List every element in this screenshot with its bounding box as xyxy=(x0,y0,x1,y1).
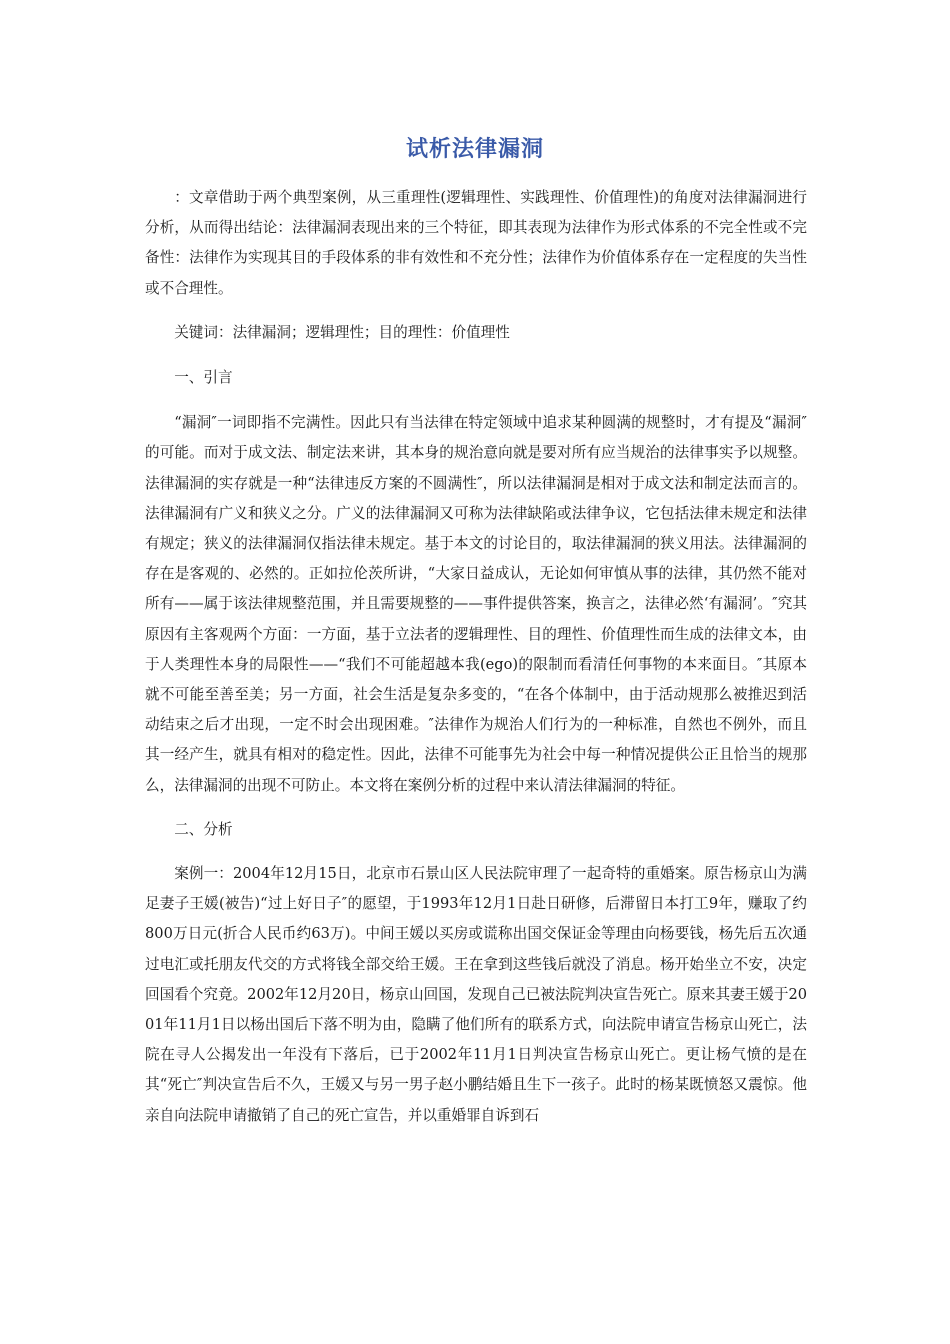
section-heading-introduction: 一、引言 xyxy=(174,369,233,387)
document-title: 试析法律漏洞 xyxy=(405,137,544,162)
keywords-line: 关键词：法律漏洞；逻辑理性；目的理性：价值理性 xyxy=(174,323,510,341)
section-heading-analysis: 二、分析 xyxy=(174,820,233,838)
document-body xyxy=(145,183,807,1131)
analysis-paragraph: 案例一：2004年12月15日，北京市石景山区人民法院审理了一起奇特的重婚案。原告杨京山为满足妻子王媛(被告)“过上好日子″的愿望，于1993年12月1日赴日研修，后滞留日本打工9年，赚取了约800万日元(折合人民币约63万)。中间王媛以买房或谎称出国交保证金等理由向杨要钱，杨先后五次通过电汇或托朋友代交的方式将钱全部交给王媛。王在拿到这些钱后就没了消息。杨开始坐立不安，决定回国看个究竟。2002年12月20日，杨京山回国，发现自己已被法院判决宣告死亡。原来其妻王媛于2001年11月1日以杨出国后下落不明为由，隐瞒了他们所有的联系方式，向法院申请宣告杨京山死亡，法院在寻人公揭发出一年没有下落后，已于2002年11月1日判决宣告杨京山死亡。更让杨气愤的是在其“死亡″判决宣告后不久，王媛又与另一男子赵小鹏结婚且生下一孩子。此时的杨某既愤怒又震惊。他亲自向法院申请撤销了自己的死亡宣告，并以重婚罪自诉到石 xyxy=(145,865,808,1124)
abstract-paragraph: ：文章借助于两个典型案例，从三重理性(逻辑理性、实践理性、价值理性)的角度对法律漏洞进行分析，从而得出结论：法律漏洞表现出来的三个特征，即其表现为法律作为形式体系的不完全性或不完备性：法律作为实现其目的手段体系的非有效性和不充分性；法律作为价值体系存在一定程度的失当性或不合理性。 xyxy=(145,189,807,297)
introduction-paragraph: “漏洞″一词即指不完满性。因此只有当法律在特定领域中追求某种圆满的规整时，才有提及“漏洞″的可能。而对于成文法、制定法来讲，其本身的规治意向就是要对所有应当规治的法律事实予以规整。法律漏洞的实存就是一种“法律违反方案的不圆满性″，所以法律漏洞是相对于成文法和制定法而言的。法律漏洞有广义和狭义之分。广义的法律漏洞又可称为法律缺陷或法律争议，它包括法律未规定和法律有规定；狭义的法律漏洞仅指法律未规定。基于本文的讨论目的，取法律漏洞的狭义用法。法律漏洞的存在是客观的、必然的。正如拉伦茨所讲，“大家日益成认，无论如何审慎从事的法律，其仍然不能对所有——属于该法律规整范围，并且需要规整的——事件提供答案，换言之，法律必然‘有漏洞’。″究其原因有主客观两个方面：一方面，基于立法者的逻辑理性、目的理性、价值理性而生成的法律文本，由于人类理性本身的局限性——“我们不可能超越本我(ego)的限制而看清任何事物的本来面目。″其原本就不可能至善至美；另一方面，社会生活是复杂多变的，“在各个体制中，由于活动规那么被推迟到活动结束之后才出现，一定不时会出现困难。″法律作为规治人们行为的一种标准，自然也不例外，而且其一经产生，就具有相对的稳定性。因此，法律不可能事先为社会中每一种情况提供公正且恰当的规那么，法律漏洞的出现不可防止。本文将在案例分析的过程中来认清法律漏洞的特征。 xyxy=(145,414,807,794)
